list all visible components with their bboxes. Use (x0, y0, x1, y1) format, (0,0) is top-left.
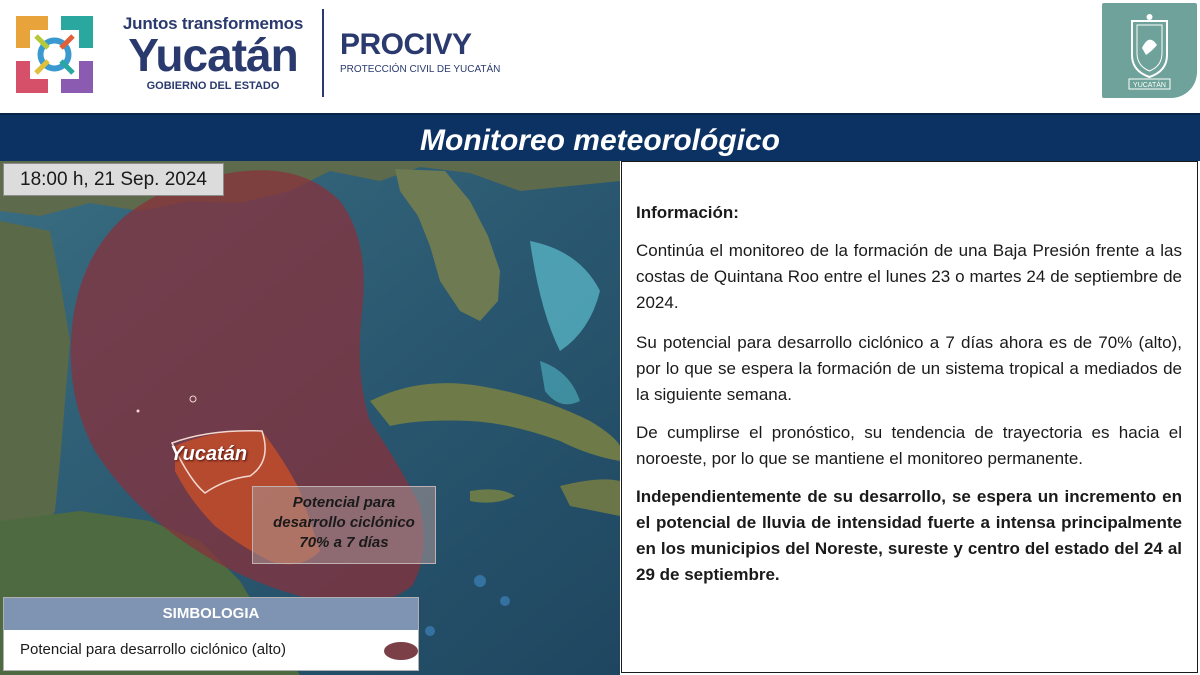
potential-line-3: 70% a 7 días (299, 534, 389, 551)
info-paragraph-4: Independientemente de su desarrollo, se espera un incremento en el potencial de lluvia de intensidad fuerte a intensa principalmente en los municipios del Noreste, sureste y centro del estado del 24 al 29 de septiembre. (636, 487, 1182, 584)
header-divider (322, 9, 324, 97)
map-timestamp: 18:00 h, 21 Sep. 2024 (3, 163, 224, 196)
state-seal (1102, 3, 1197, 98)
gov-tagline: Juntos transformemos (122, 14, 304, 33)
information-text (636, 200, 1182, 588)
yucatan-government-logo-icon (8, 8, 101, 101)
legend-item-label: Potencial para desarrollo ciclónico (alto) (20, 641, 286, 658)
yucatan-map-label: Yucatán (170, 443, 248, 465)
info-heading: Información: (636, 203, 739, 222)
cyclone-potential-callout (252, 486, 436, 564)
information-panel (621, 161, 1198, 673)
agency-subtitle: PROTECCIÓN CIVIL DE YUCATÁN (340, 64, 501, 75)
info-paragraph-1: Continúa el monitoreo de la formación de una Baja Presión frente a las costas de Quintana Roo entre el lunes 23 o martes 24 de septiembre de 2024. (636, 241, 1182, 312)
agency-title: PROCIVY (340, 28, 472, 61)
weather-map (0, 161, 620, 675)
legend-swatch-icon (384, 642, 418, 660)
gov-name: Yucatán (128, 29, 298, 81)
potential-line-1: Potencial para (292, 494, 396, 511)
gov-subtitle: GOBIERNO DEL ESTADO (146, 80, 280, 92)
government-wordmark (113, 14, 313, 92)
header (0, 0, 1200, 113)
potential-line-2: desarrollo ciclónico (273, 514, 415, 531)
title-bar (0, 113, 1200, 161)
map-legend (3, 597, 419, 671)
info-paragraph-3: De cumplirse el pronóstico, su tendencia de trayectoria es hacia el noroeste, por lo que se mantiene el monitoreo permanente. (636, 423, 1182, 468)
yucatan-state-seal-icon (1102, 3, 1197, 98)
legend-title: SIMBOLOGIA (4, 598, 418, 630)
page-title: Monitoreo meteorológico (420, 124, 780, 157)
seal-label: YUCATÁN (1133, 82, 1166, 89)
legend-row (4, 630, 418, 670)
info-paragraph-2: Su potencial para desarrollo ciclónico a 7 días ahora es de 70% (alto), por lo que se espera la formación de un sistema tropical a mediados de la siguiente semana. (636, 333, 1182, 404)
